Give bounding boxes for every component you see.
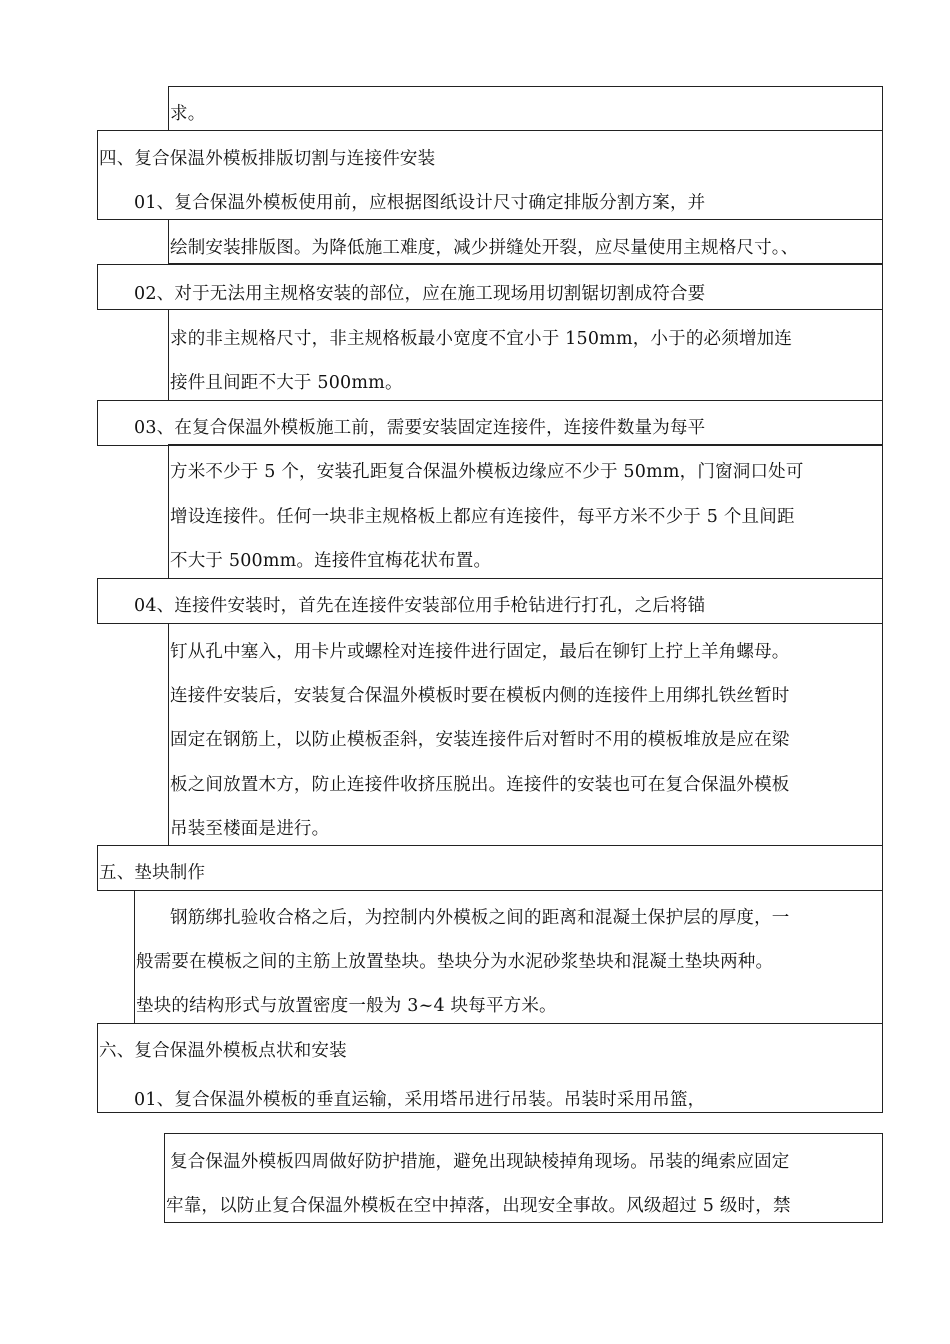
text-line: 复合保温外模板四周做好防护措施，避免出现缺棱掉角现场。吊装的绳索应固定 — [170, 1152, 790, 1172]
text-line: 钉从孔中塞入，用卡片或螺栓对连接件进行固定，最后在铆钉上拧上羊角螺母。 — [170, 642, 790, 662]
text-line: 钢筋绑扎验收合格之后，为控制内外模板之间的距离和混凝土保护层的厚度，一 — [170, 908, 790, 928]
text-line: 垫块的结构形式与放置密度一般为 3~4 块每平方米。 — [136, 996, 557, 1016]
text-line: 连接件安装后，安装复合保温外模板时要在模板内侧的连接件上用绑扎铁丝暂时 — [170, 686, 790, 706]
text-line: 绘制安装排版图。为降低施工难度，减少拼缝处开裂，应尽量使用主规格尺寸。、 — [170, 238, 799, 258]
text-line: 固定在钢筋上，以防止模板歪斜，安装连接件后对暂时不用的模板堆放是应在梁 — [170, 730, 790, 750]
text-line: 板之间放置木方，防止连接件收挤压脱出。连接件的安装也可在复合保温外模板 — [170, 775, 790, 795]
section-heading: 四、复合保温外模板排版切割与连接件安装 — [99, 149, 436, 169]
text-line: 求。 — [170, 104, 206, 124]
text-line: 般需要在模板之间的主筋上放置垫块。垫块分为水泥砂浆垫块和混凝土垫块两种。 — [136, 952, 774, 972]
text-line: 03、在复合保温外模板施工前，需要安装固定连接件，连接件数量为每平 — [134, 418, 706, 438]
text-line: 04、连接件安装时，首先在连接件安装部位用手枪钻进行打孔，之后将锚 — [134, 596, 706, 616]
text-line: 02、对于无法用主规格安装的部位，应在施工现场用切割锯切割成符合要 — [134, 284, 706, 304]
section-heading: 六、复合保温外模板点状和安装 — [99, 1041, 347, 1061]
text-line: 增设连接件。任何一块非主规格板上都应有连接件，每平方米不少于 5 个且间距 — [170, 507, 795, 527]
frame-box — [97, 845, 883, 891]
text-line: 方米不少于 5 个，安装孔距复合保温外模板边缘应不少于 50mm，门窗洞口处可 — [170, 462, 804, 482]
text-line: 求的非主规格尺寸，非主规格板最小宽度不宜小于 150mm，小于的必须增加连 — [170, 329, 793, 349]
text-line: 牢靠，以防止复合保温外模板在空中掉落，出现安全事故。风级超过 5 级时，禁 — [166, 1196, 791, 1216]
frame-box — [168, 86, 883, 131]
text-line: 01、复合保温外模板的垂直运输，采用塔吊进行吊装。吊装时采用吊篮， — [134, 1090, 706, 1110]
text-line: 接件且间距不大于 500mm。 — [170, 373, 403, 393]
text-line: 不大于 500mm。连接件宜梅花状布置。 — [170, 551, 492, 571]
text-line: 吊装至楼面是进行。 — [170, 819, 330, 839]
text-line: 01、复合保温外模板使用前，应根据图纸设计尺寸确定排版分割方案，并 — [134, 193, 706, 213]
section-heading: 五、垫块制作 — [99, 863, 206, 883]
